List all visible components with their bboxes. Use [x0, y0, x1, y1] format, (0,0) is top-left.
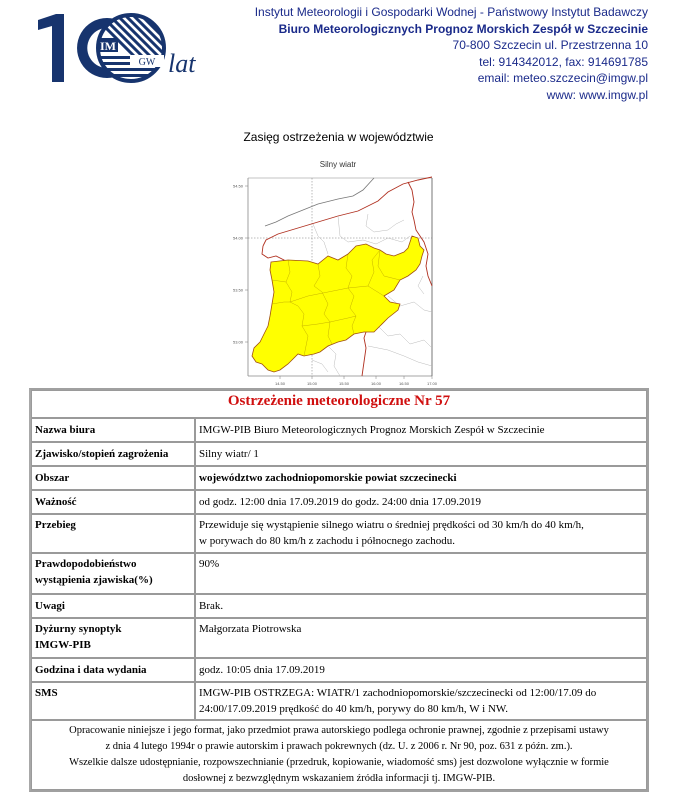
- area-label: Obszar: [31, 466, 195, 490]
- copyright-row: [31, 720, 647, 790]
- course-value-line: Przewiduje się wystąpienie silnego wiatru o średniej prędkości od 30 km/h do 40 km/h,: [199, 519, 584, 531]
- validity-label: Ważność: [31, 490, 195, 514]
- x-tick-label: 16.00: [370, 381, 382, 386]
- sms-value-line: IMGW-PIB OSTRZEGA: WIATR/1 zachodniopomorskie/szczecinecki od 12:00/17.09 do: [199, 687, 597, 699]
- map-section-title: Zasięg ostrzeżenia w województwie: [243, 130, 434, 144]
- copyright-line: z dnia 4 lutego 1994r o prawie autorskim i prawach pokrewnych (dz. U. z 2006 r. Nr 90, poz. 631 z późn. zm.).: [105, 741, 573, 752]
- forecaster-label-line: Dyżurny synoptyk: [35, 623, 122, 635]
- course-value-line: w porywach do 80 km/h z zachodu i północnego zachodu.: [199, 535, 455, 547]
- table-row: [31, 442, 647, 466]
- email: email: meteo.szczecin@imgw.pl: [477, 71, 648, 85]
- warning-area-map: [228, 160, 448, 392]
- remarks-value: Brak.: [195, 594, 647, 618]
- office-name: Biuro Meteorologicznych Prognoz Morskich Zespół w Szczecinie: [278, 21, 648, 36]
- voivodeship-border: [362, 326, 368, 376]
- table-row: [31, 618, 647, 658]
- probability-label-line: wystąpienia zjawiska(%): [35, 574, 153, 586]
- forecaster-label-line: IMGW-PIB: [35, 639, 91, 651]
- phenomenon-value: Silny wiatr/ 1: [195, 442, 647, 466]
- y-tick-label: 54.00: [232, 235, 243, 241]
- copyright-line: Wszelkie dalsze udostępnianie, rozpowszechnianie (przedruk, kopiowanie, wiadomość sms) jest dozwolone wyłącznie w formie: [69, 757, 609, 768]
- sea-boundary: [265, 178, 374, 226]
- table-row: [31, 658, 647, 682]
- warning-table: [29, 388, 649, 792]
- table-row: [31, 466, 647, 490]
- y-tick-label: 53.00: [232, 339, 243, 345]
- institute-name: Instytut Meteorologii i Gospodarki Wodnej - Państwowy Instytut Badawczy: [254, 5, 648, 19]
- map-subtitle: Silny wiatr: [319, 160, 357, 169]
- course-value: [195, 514, 647, 553]
- table-row: [31, 418, 647, 442]
- table-row: [31, 594, 647, 618]
- probability-value: 90%: [195, 553, 647, 594]
- x-tick-label: 16.50: [398, 381, 410, 386]
- probability-label: [31, 553, 195, 594]
- issue-time-value: godz. 10:05 dnia 17.09.2019: [195, 658, 647, 682]
- y-tick-label: 53.50: [232, 287, 243, 293]
- sms-label: SMS: [31, 682, 195, 720]
- y-tick-label: 54.50: [232, 183, 243, 189]
- institute-contact-block: [255, 4, 648, 103]
- website: www: www.imgw.pl: [546, 87, 648, 102]
- coastline: [263, 177, 432, 246]
- logo-digit-one: [38, 14, 64, 82]
- address: 70-800 Szczecin ul. Przestrzenna 10: [452, 38, 648, 52]
- course-label: Przebieg: [31, 514, 195, 553]
- warning-title: Ostrzeżenie meteorologiczne Nr 57: [31, 390, 647, 418]
- sms-value: [195, 682, 647, 720]
- issue-time-label: Godzina i data wydania: [31, 658, 195, 682]
- x-tick-label: 14.50: [274, 381, 286, 386]
- forecaster-value: Małgorzata Piotrowska: [195, 618, 647, 658]
- warning-title-row: [31, 390, 647, 418]
- table-row: [31, 553, 647, 594]
- x-tick-label: 15.50: [338, 381, 350, 386]
- office-name-label: Nazwa biura: [31, 418, 195, 442]
- logo-graphic: [34, 8, 214, 83]
- copyright-line: dosłownej z bezwzględnym wskazaniem źródła informacji tj. IMGW-PIB.: [182, 773, 496, 784]
- validity-value: od godz. 12:00 dnia 17.09.2019 do godz. 24:00 dnia 17.09.2019: [195, 490, 647, 514]
- x-tick-label: 17.00: [426, 381, 438, 386]
- remarks-label: Uwagi: [31, 594, 195, 618]
- logo-emblem-im: IM: [100, 39, 116, 53]
- forecaster-label: [31, 618, 195, 658]
- imgw-100-years-logo: [34, 8, 214, 83]
- table-row: [31, 682, 647, 720]
- copyright-notice: [31, 720, 647, 790]
- phenomenon-label: Zjawisko/stopień zagrożenia: [31, 442, 195, 466]
- map-graphic: [228, 176, 448, 392]
- office-name-value: IMGW-PIB Biuro Meteorologicznych Prognoz Morskich Zespół w Szczecinie: [195, 418, 647, 442]
- probability-label-line: Prawdopodobieństwo: [35, 558, 137, 570]
- table-row: [31, 514, 647, 553]
- table-row: [31, 490, 647, 514]
- x-tick-label: 15.00: [306, 381, 318, 386]
- area-value: województwo zachodniopomorskie powiat szczecinecki: [195, 466, 647, 490]
- logo-suffix-lat: lat: [168, 49, 196, 78]
- copyright-line: Opracowanie niniejsze i jego format, jako przedmiot prawa autorskiego podlega ochronie prawnej, zgodnie z przepisami ustawy: [69, 725, 609, 736]
- phone-fax: tel: 914342012, fax: 914691785: [479, 54, 648, 69]
- sms-value-line: 24:00/17.09.2019 prędkość do 40 km/h, porywy do 80 km/h, W i NW.: [199, 703, 509, 715]
- logo-emblem-gw: GW: [138, 57, 156, 68]
